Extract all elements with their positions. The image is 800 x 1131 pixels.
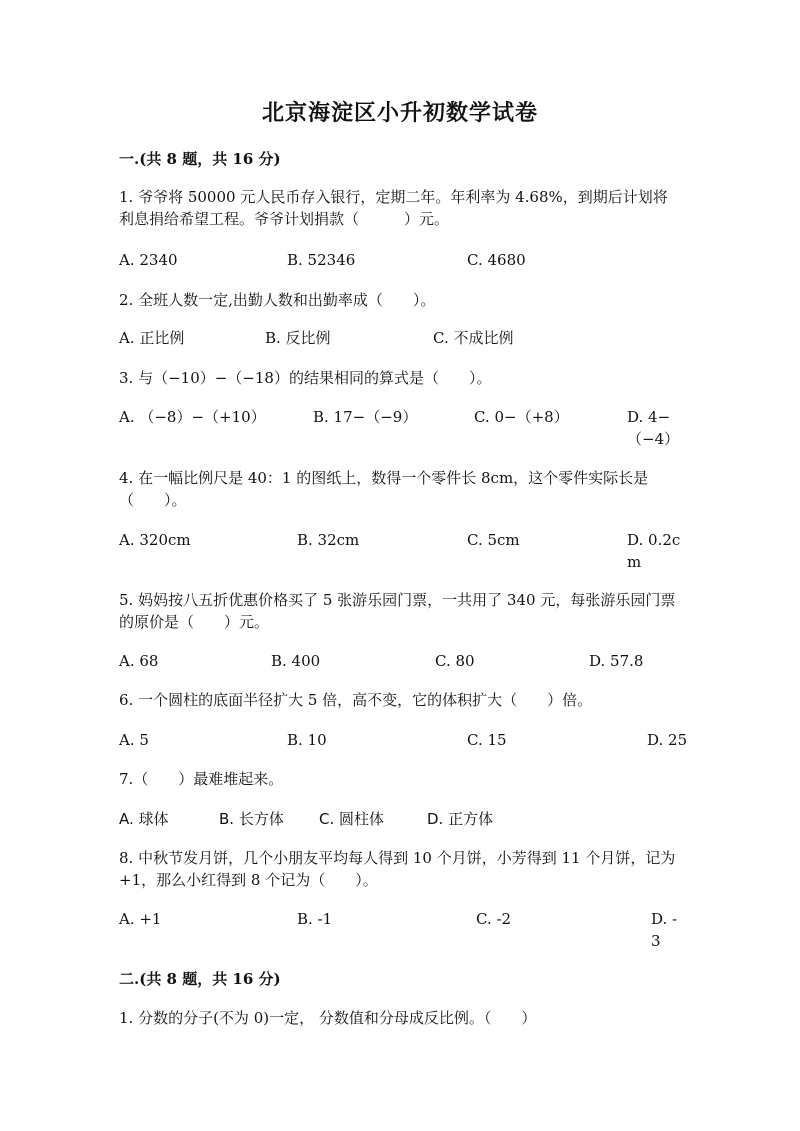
question-5: 5. 妈妈按八五折优惠价格买了 5 张游乐园门票，一共用了 340 元，每张游乐园门票的原价是（ ）元。 bbox=[119, 591, 676, 631]
option-c: C. 0−（+8） bbox=[474, 408, 569, 426]
option-b: B. 52346 bbox=[287, 251, 356, 269]
question-1: 1. 爷爷将 50000 元人民币存入银行，定期二年。年利率为 4.68%，到期后计划将利息捐给希望工程。爷爷计划捐款（ ）元。 bbox=[119, 188, 668, 228]
option-d: D. 25 bbox=[647, 731, 688, 749]
option-b: B. 17−（−9） bbox=[313, 408, 418, 426]
question-8-options bbox=[119, 908, 681, 952]
question-3: 3. 与（−10）−（−18）的结果相同的算式是（ ）。 bbox=[119, 369, 492, 387]
option-a: A. 球体 bbox=[119, 810, 169, 828]
page-title: 北京海淀区小升初数学试卷 bbox=[261, 100, 538, 126]
option-a: A. 5 bbox=[119, 731, 149, 749]
option-d: D. 正方体 bbox=[427, 810, 494, 828]
option-b: B. 400 bbox=[271, 652, 321, 670]
option-c: C. -2 bbox=[476, 910, 512, 928]
section-heading-1: 一.(共 8 题，共 16 分) bbox=[119, 150, 281, 168]
question-2-options bbox=[119, 327, 681, 371]
question-4: 4. 在一幅比例尺是 40：1 的图纸上，数得一个零件长 8cm，这个零件实际长是（ ）。 bbox=[119, 469, 649, 509]
option-d: D. -3 bbox=[651, 910, 678, 950]
question-6-options bbox=[119, 729, 688, 773]
question-1-options bbox=[119, 249, 681, 293]
question-7-options bbox=[119, 808, 681, 852]
question-6: 6. 一个圆柱的底面半径扩大 5 倍，高不变，它的体积扩大（ ）倍。 bbox=[119, 691, 593, 709]
option-c: C. 15 bbox=[467, 731, 507, 749]
option-d: D. 0.2cm bbox=[627, 531, 681, 571]
question-3-options bbox=[119, 406, 681, 450]
option-a: A. +1 bbox=[119, 910, 162, 928]
question-8: 8. 中秋节发月饼，几个小朋友平均每人得到 10 个月饼，小芳得到 11 个月饼，记为+1，那么小红得到 8 个记为（ ）。 bbox=[119, 849, 676, 889]
option-c: C. 圆柱体 bbox=[319, 810, 385, 828]
option-a: A. （−8）−（+10） bbox=[119, 408, 266, 426]
option-a: A. 320cm bbox=[119, 531, 191, 549]
option-c: C. 不成比例 bbox=[433, 329, 514, 347]
option-d: D. 57.8 bbox=[589, 652, 644, 670]
option-a: A. 68 bbox=[119, 652, 159, 670]
question-2: 2. 全班人数一定,出勤人数和出勤率成（ ）。 bbox=[119, 291, 436, 309]
section-heading-2: 二.(共 8 题，共 16 分) bbox=[119, 970, 281, 988]
option-a: A. 2340 bbox=[119, 251, 178, 269]
option-b: B. 10 bbox=[287, 731, 327, 749]
question-5-options bbox=[119, 650, 681, 694]
option-c: C. 5cm bbox=[467, 531, 520, 549]
option-b: B. 32cm bbox=[297, 531, 360, 549]
question-2-1: 1. 分数的分子(不为 0)一定， 分数值和分母成反比例。（ ） bbox=[119, 1009, 537, 1027]
option-b: B. 长方体 bbox=[219, 810, 284, 828]
option-c: C. 4680 bbox=[467, 251, 526, 269]
option-c: C. 80 bbox=[435, 652, 475, 670]
option-b: B. -1 bbox=[297, 910, 333, 928]
option-a: A. 正比例 bbox=[119, 329, 185, 347]
question-4-options bbox=[119, 529, 681, 573]
option-d: D. 4−（−4） bbox=[627, 408, 680, 448]
question-7: 7.（ ）最难堆起来。 bbox=[119, 770, 284, 788]
option-b: B. 反比例 bbox=[265, 329, 331, 347]
